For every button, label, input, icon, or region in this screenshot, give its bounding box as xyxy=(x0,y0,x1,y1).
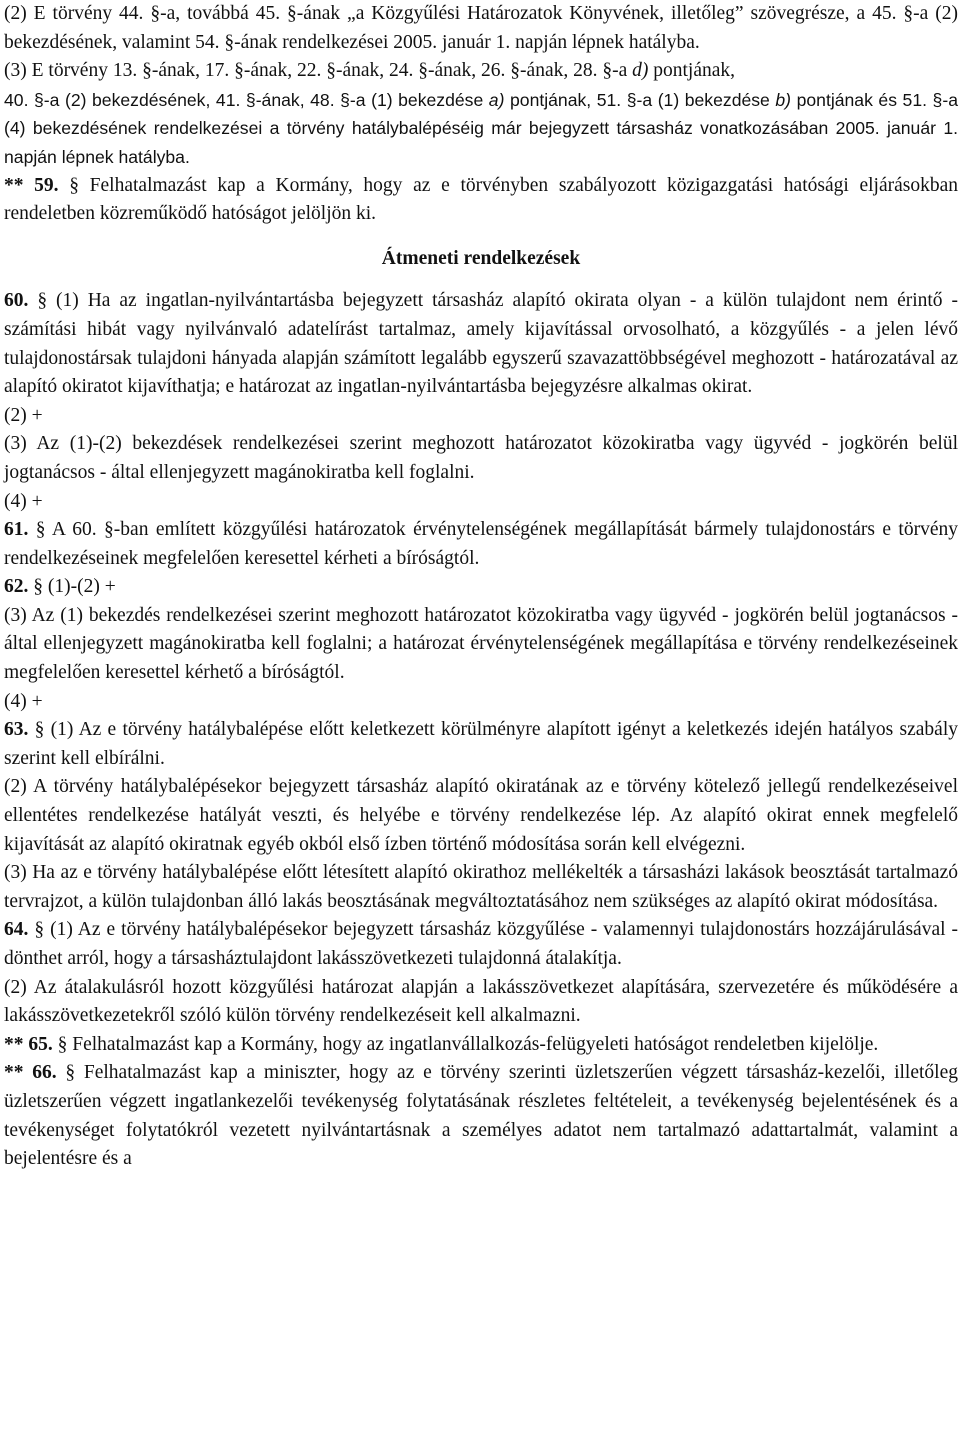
section-59-number: ** 59. xyxy=(4,174,59,196)
section-63-number: 63. xyxy=(4,719,29,741)
section-heading: Átmeneti rendelkezések xyxy=(381,247,581,269)
section-62-number: 62. xyxy=(4,576,29,598)
section-63-paragraph-2: (2) A törvény hatálybalépésekor bejegyzett társasház alapító okiratának az e törvény kötelező jellegű rendelkezéseivel ellentétes rendelkezése hatályát veszti, és helyébe e törvény rendelkezése lép. Az alapító okirat ennek megfelelő kijavítását az alapító okiratnak egyéb okból első ízben történő módosítása során kell elvégezni. xyxy=(4,776,958,855)
paragraph-effective-3-continued xyxy=(4,86,958,172)
section-65 xyxy=(4,1031,958,1060)
section-60-number: 60. xyxy=(4,290,29,312)
point-b-label: b) xyxy=(775,89,792,110)
section-63 xyxy=(4,716,958,773)
section-63-paragraph-3: (3) Ha az e törvény hatálybalépése előtt létesített alapító okirathoz mellékelték a társasházi lakások beosztását tartalmazó tervrajzot, a külön tulajdonban álló lakás beosztásának megváltoztatásához nem szükséges az alapító okirat módosítása. xyxy=(4,862,958,912)
section-63-paragraph-1: § (1) Az e törvény hatálybalépése előtt keletkezett körülményre alapított igényt a keletkezés idején hatályos szabály szerint kell elbírálni. xyxy=(4,719,958,769)
section-61-number: 61. xyxy=(4,519,29,541)
section-60 xyxy=(4,287,958,401)
section-64-paragraph-2: (2) Az átalakulásról hozott közgyűlési határozat alapján a lakásszövetkezet alapítására, szervezetére és működésére a lakásszövetkezetekről szóló külön törvény rendelkezéseit kell alkalmazni. xyxy=(4,976,958,1027)
section-60-paragraph-1: § (1) Ha az ingatlan-nyilvántartásba bejegyzett társasház alapító okirata olyan - a külön tulajdont nem érintő - számítási hibát vagy nyilvánvaló adatelírást tartalmaz, amely kijavítással orvosolható, a közgyűlés - a jelen lévő tulajdonostársak tulajdoni hányada alapján számított legalább egyszerű szavazattöbbségével meghozott - határozatával az alapító okiratot kijavíthatja; e határozat az ingatlan-nyilvántartásba bejegyzésre alkalmas okirat. xyxy=(4,290,958,398)
continued-text-b: pontjának, 51. §-a (1) bekezdése xyxy=(504,89,776,110)
paragraph-effective-2: (2) E törvény 44. §-a, továbbá 45. §-ának „a Közgyűlési Határozatok Könyvének, illetőleg” szövegrésze, a 45. §-a (2) bekezdésének, valamint 54. §-ának rendelkezései 2005. január 1. napján lépnek hatályba. xyxy=(4,3,958,53)
section-62-paragraph-3: (3) Az (1) bekezdés rendelkezései szerint meghozott határozatot közokiratba vagy ügyvéd - jogkörén belül jogtanácsos - által ellenjegyzett magánokiratba kell foglalni; a határozat érvénytelenségének megállapítása e törvény rendelkezéseinek megfelelően keresettel kérhető a bíróságtól. xyxy=(4,604,958,684)
section-61 xyxy=(4,516,958,573)
section-66-number: ** 66. xyxy=(4,1062,57,1084)
point-d-label: d) xyxy=(632,60,649,82)
section-62 xyxy=(4,573,958,602)
section-66 xyxy=(4,1059,958,1173)
paragraph-effective-3-text-end: pontjának, xyxy=(648,60,736,82)
section-60-paragraph-3: (3) Az (1)-(2) bekezdések rendelkezései szerint meghozott határozatot közokiratba vagy ügyvéd - jogkörén belül jogtanácsos - által ellenjegyzett magánokiratba kell foglalni. xyxy=(4,433,958,483)
section-66-text: § Felhatalmazást kap a miniszter, hogy az e törvény szerinti üzletszerűen végzett társasház-kezelői, illetőleg üzletszerűen végzett ingatlankezelői tevékenység folytatásának részletes feltételeit, a tevékenység bejelentésének és a tevékenységet folytatókról vezetett nyilvántartásnak a személyes adatot nem tartalmazó adattartalmát, valamint a bejelentésre és a xyxy=(4,1062,958,1170)
section-59 xyxy=(4,172,958,229)
paragraph-effective-3 xyxy=(4,57,958,86)
section-64-paragraph-1: § (1) Az e törvény hatálybalépésekor bejegyzett társasház közgyűlése - valamennyi tulajdonostárs hozzájárulásával - dönthet arról, hogy a társasháztulajdont lakásszövetkezeti tulajdonná átalakítja. xyxy=(4,919,958,969)
section-61-text: § A 60. §-ban említett közgyűlési határozatok érvénytelenségének megállapítását bármely tulajdonostárs e törvény rendelkezéseinek megfelelően keresettel kérheti a bíróságtól. xyxy=(4,519,958,569)
section-65-text: § Felhatalmazást kap a Kormány, hogy az ingatlanvállalkozás-felügyeleti hatóságot rendeletben kijelölje. xyxy=(52,1033,879,1055)
section-64-number: 64. xyxy=(4,919,29,941)
point-a-label: a) xyxy=(488,89,505,110)
section-62-paragraph-1: § (1)-(2) + xyxy=(28,576,116,598)
continued-text-c: pontjának és 51. §-a (4) bekezdésének rendelkezései a törvény hatálybalépéséig már bejegyzett társasház vonatkozásában 2005. január 1. napján lépnek hatályba. xyxy=(4,89,958,167)
section-60-paragraph-4: (4) + xyxy=(4,490,43,512)
section-62-paragraph-4: (4) + xyxy=(4,690,43,712)
continued-text-a: 40. §-a (2) bekezdésének, 41. §-ának, 48. §-a (1) bekezdése xyxy=(4,89,489,110)
paragraph-effective-3-text: (3) E törvény 13. §-ának, 17. §-ának, 22. §-ának, 24. §-ának, 26. §-ának, 28. §-a xyxy=(4,60,633,82)
section-60-paragraph-2: (2) + xyxy=(4,404,43,426)
section-65-number: ** 65. xyxy=(4,1033,53,1055)
section-59-text: § Felhatalmazást kap a Kormány, hogy az e törvényben szabályozott közigazgatási hatósági eljárásokban rendeletben közreműködő hatóságot jelöljön ki. xyxy=(4,174,958,225)
section-64 xyxy=(4,916,958,973)
